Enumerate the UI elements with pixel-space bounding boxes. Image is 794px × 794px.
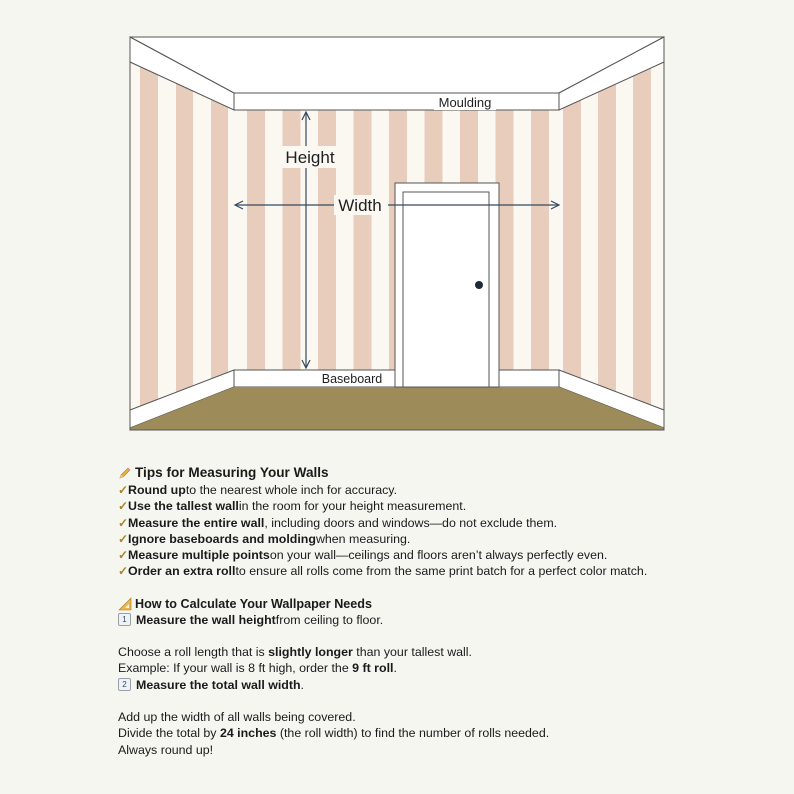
moulding-label: Moulding — [438, 95, 492, 110]
calc-title: How to Calculate Your Wallpaper Needs — [135, 596, 372, 611]
example-text — [118, 660, 778, 676]
tip-bold: Measure the entire wall — [128, 515, 265, 530]
tip-item — [118, 547, 778, 563]
tip-bold: Use the tallest wall — [128, 499, 239, 514]
step-2-bold: Measure the total wall width — [136, 677, 301, 692]
check-icon: ✓ — [118, 515, 129, 530]
text-segment: than your tallest wall. — [352, 645, 472, 660]
ceiling-moulding — [130, 37, 664, 110]
wallpaper-stripe — [354, 110, 372, 370]
tip-item — [118, 515, 778, 531]
number-1-icon: 1 — [118, 613, 131, 626]
tip-item — [118, 482, 778, 498]
wallpaper-stripe — [598, 40, 616, 440]
tips-title: Tips for Measuring Your Walls — [135, 465, 329, 480]
calc-heading — [118, 596, 778, 612]
width-label: Width — [338, 196, 382, 215]
add-widths-text: Add up the width of all walls being covered. — [118, 709, 356, 724]
text-bold: 24 inches — [219, 726, 277, 741]
text-bold: slightly longer — [268, 645, 353, 660]
step-1 — [118, 612, 778, 628]
wallpaper-stripe — [633, 40, 651, 440]
number-2-icon: 2 — [118, 678, 131, 691]
check-icon: ✓ — [118, 483, 129, 497]
tip-rest: to ensure all rolls come from the same print batch for a perfect color match. — [235, 564, 648, 579]
tip-item — [118, 531, 778, 547]
text-segment: . — [393, 661, 397, 676]
instructions — [118, 464, 778, 758]
tip-rest: , including doors and windows—do not exclude them. — [264, 515, 558, 530]
round-up-text: Always round up! — [118, 742, 214, 757]
tip-rest: on your wall—ceilings and floors aren’t always perfectly even. — [269, 548, 608, 563]
roll-length-text — [118, 644, 778, 660]
doorknob — [475, 281, 483, 289]
step-1-bold: Measure the wall height — [136, 612, 276, 627]
text-segment: Example: If your wall is 8 ft high, order the — [118, 661, 353, 676]
pencil-icon — [118, 466, 132, 480]
ruler-triangle-icon — [118, 597, 132, 611]
tip-bold: Order an extra roll — [128, 564, 236, 579]
baseboard-label: Baseboard — [321, 372, 383, 386]
tip-rest: when measuring. — [315, 531, 411, 546]
step-2 — [118, 677, 778, 693]
step-2-rest: . — [300, 677, 304, 692]
wallpaper-stripe — [531, 110, 549, 370]
step-1-rest: from ceiling to floor. — [275, 612, 384, 627]
tips-list — [118, 482, 778, 580]
check-icon: ✓ — [118, 531, 129, 546]
tip-rest: to the nearest whole inch for accuracy. — [185, 483, 398, 497]
text-segment: Divide the total by — [118, 726, 220, 741]
text-bold: 9 ft roll — [352, 661, 394, 676]
text-segment: (the roll width) to find the number of rolls needed. — [276, 726, 550, 741]
tip-bold: Ignore baseboards and molding — [128, 531, 316, 546]
height-label: Height — [285, 148, 335, 167]
wallpaper-stripe — [140, 40, 158, 440]
divide-text — [118, 725, 778, 741]
wallpaper-stripe — [247, 110, 265, 370]
wallpaper-stripe — [176, 40, 193, 440]
tip-item — [118, 498, 778, 514]
tip-bold: Round up — [128, 483, 186, 497]
door — [395, 183, 499, 387]
check-icon: ✓ — [118, 548, 129, 563]
check-icon: ✓ — [118, 564, 129, 579]
tip-rest: in the room for your height measurement. — [238, 499, 467, 514]
tip-item — [118, 563, 778, 579]
text-segment: Choose a roll length that is — [118, 645, 269, 660]
tip-bold: Measure multiple points — [128, 548, 270, 563]
check-icon: ✓ — [118, 499, 129, 514]
tips-heading — [118, 464, 778, 482]
